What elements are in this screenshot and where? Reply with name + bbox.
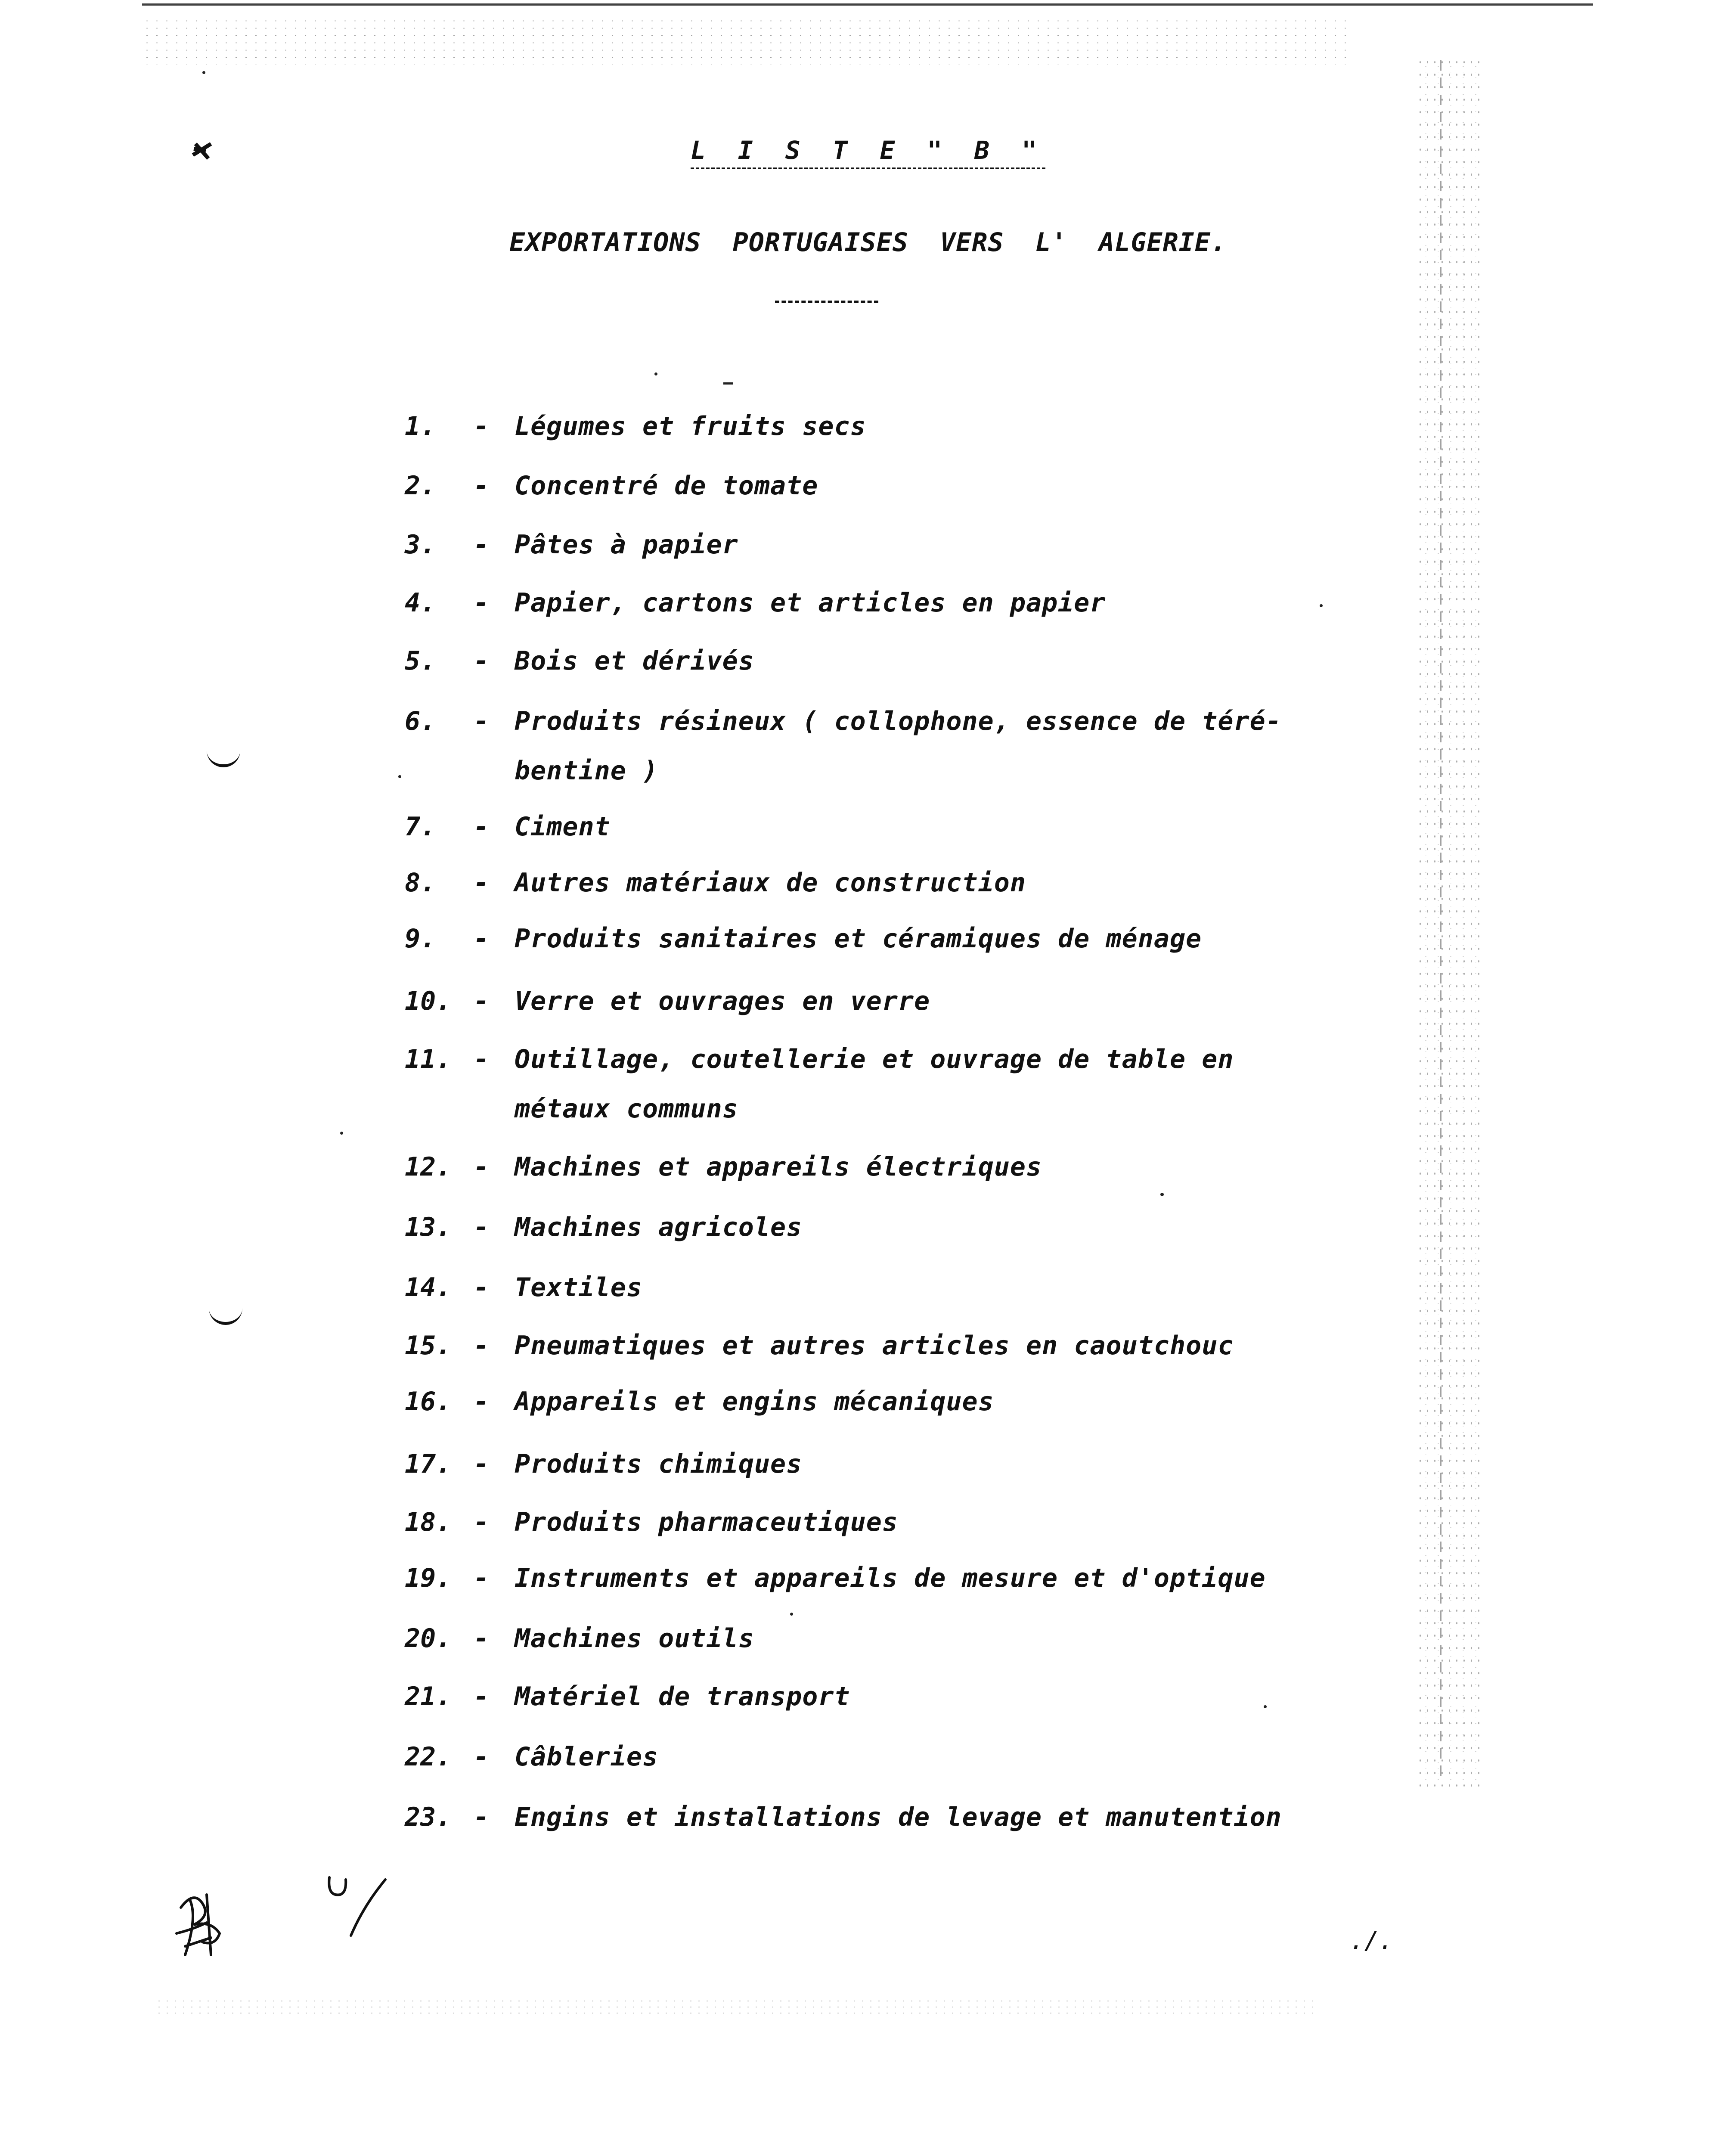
item-text: Textiles	[515, 1272, 642, 1303]
document-subtitle: EXPORTATIONS PORTUGAISES VERS L' ALGERIE.	[509, 227, 1227, 257]
page-continuation-mark: ./.	[1350, 1927, 1394, 1955]
scan-noise-bottom	[155, 1998, 1318, 2017]
item-text: Concentré de tomate	[515, 471, 818, 501]
item-number: 7.	[405, 812, 436, 842]
title-rule	[775, 301, 878, 303]
list-item	[405, 975, 1438, 1040]
list-item	[405, 1613, 1438, 1677]
item-dash: -	[474, 706, 490, 736]
list-item	[405, 1671, 1438, 1735]
item-number: 6.	[405, 706, 436, 736]
item-dash: -	[474, 471, 490, 501]
item-dash: -	[474, 530, 490, 560]
list-title: L I S T E " B "	[0, 136, 1736, 165]
list-item	[405, 913, 1438, 977]
item-text: Pneumatiques et autres articles en caoutchouc	[515, 1331, 1234, 1361]
item-dash: -	[474, 588, 490, 618]
item-number: 5.	[405, 646, 436, 676]
scan-noise-top	[142, 17, 1348, 65]
speck	[654, 372, 657, 375]
item-dash: -	[474, 1623, 490, 1654]
item-dash: -	[474, 1563, 490, 1593]
item-text: Produits pharmaceutiques	[515, 1507, 898, 1537]
item-dash: -	[474, 1044, 490, 1074]
item-text: Produits sanitaires et céramiques de ménage	[515, 924, 1202, 954]
item-dash: -	[474, 868, 490, 898]
item-text: Engins et installations de levage et manutention	[515, 1802, 1282, 1832]
item-text: Papier, cartons et articles en papier	[515, 588, 1106, 618]
item-text: Produits résineux ( collophone, essence de téré-	[515, 706, 1282, 736]
item-number: 8.	[405, 868, 436, 898]
list-item	[405, 1141, 1438, 1206]
item-number: 23.	[405, 1802, 452, 1832]
item-dash: -	[474, 1272, 490, 1303]
list-item	[405, 1262, 1438, 1326]
punch-hole-mark	[207, 747, 240, 767]
list-item	[405, 801, 1438, 866]
item-number: 21.	[405, 1681, 452, 1712]
item-number: 20.	[405, 1623, 452, 1654]
item-dash: -	[474, 924, 490, 954]
list-item	[405, 1376, 1438, 1440]
item-number: 3.	[405, 530, 436, 560]
item-text: Câbleries	[515, 1742, 659, 1772]
item-text: Produits chimiques	[515, 1449, 803, 1479]
speck	[202, 71, 205, 74]
item-number: 4.	[405, 588, 436, 618]
item-dash: -	[474, 1387, 490, 1417]
handwritten-initials	[168, 1882, 254, 1964]
item-dash: -	[474, 1742, 490, 1772]
list-item	[405, 1201, 1438, 1266]
list-item	[405, 1496, 1438, 1561]
item-number: 10.	[405, 986, 452, 1016]
item-number: 9.	[405, 924, 436, 954]
item-dash: -	[474, 1507, 490, 1537]
list-item	[405, 460, 1438, 524]
list-item	[405, 519, 1438, 583]
item-number: 15.	[405, 1331, 452, 1361]
item-dash: -	[474, 1802, 490, 1832]
item-text-continuation: métaux communs	[515, 1094, 738, 1124]
item-text-continuation: bentine )	[515, 756, 659, 786]
speck	[398, 775, 401, 778]
item-text: Autres matériaux de construction	[515, 868, 1026, 898]
item-dash: -	[474, 1212, 490, 1242]
item-number: 14.	[405, 1272, 452, 1303]
item-text: Outillage, coutellerie et ouvrage de table en	[515, 1044, 1234, 1074]
item-number: 13.	[405, 1212, 452, 1242]
list-item	[405, 400, 1438, 465]
list-item	[405, 1552, 1438, 1617]
item-number: 1.	[405, 411, 436, 441]
list-item	[405, 695, 1438, 807]
item-number: 11.	[405, 1044, 452, 1074]
list-item	[405, 1320, 1438, 1384]
item-dash: -	[474, 986, 490, 1016]
list-item	[405, 1791, 1438, 1856]
scan-border-right	[1440, 60, 1442, 1783]
item-number: 12.	[405, 1152, 452, 1182]
handwritten-checkmark	[321, 1871, 398, 1944]
item-dash: -	[474, 1152, 490, 1182]
item-text: Appareils et engins mécaniques	[515, 1387, 994, 1417]
item-dash: -	[474, 646, 490, 676]
punch-hole-mark	[209, 1305, 242, 1325]
item-number: 19.	[405, 1563, 452, 1593]
list-item	[405, 577, 1438, 642]
item-text: Légumes et fruits secs	[515, 411, 866, 441]
speck	[340, 1132, 343, 1135]
list-item	[405, 635, 1438, 700]
list-item	[405, 1731, 1438, 1796]
item-text: Verre et ouvrages en verre	[515, 986, 930, 1016]
item-text: Matériel de transport	[515, 1681, 850, 1712]
item-number: 2.	[405, 471, 436, 501]
item-text: Machines outils	[515, 1623, 754, 1654]
item-dash: -	[474, 1681, 490, 1712]
item-dash: -	[474, 1331, 490, 1361]
item-dash: -	[474, 411, 490, 441]
speck	[723, 382, 733, 385]
item-text: Machines agricoles	[515, 1212, 803, 1242]
item-number: 16.	[405, 1387, 452, 1417]
list-item	[405, 1438, 1438, 1503]
item-text: Bois et dérivés	[515, 646, 754, 676]
item-number: 17.	[405, 1449, 452, 1479]
item-text: Ciment	[515, 812, 611, 842]
item-number: 22.	[405, 1742, 452, 1772]
item-number: 18.	[405, 1507, 452, 1537]
item-text: Instruments et appareils de mesure et d'optique	[515, 1563, 1266, 1593]
item-text: Machines et appareils électriques	[515, 1152, 1042, 1182]
list-item	[405, 857, 1438, 921]
item-dash: -	[474, 1449, 490, 1479]
list-item	[405, 1033, 1438, 1145]
scan-border-top	[142, 3, 1593, 6]
item-text: Pâtes à papier	[515, 530, 738, 560]
item-dash: -	[474, 812, 490, 842]
